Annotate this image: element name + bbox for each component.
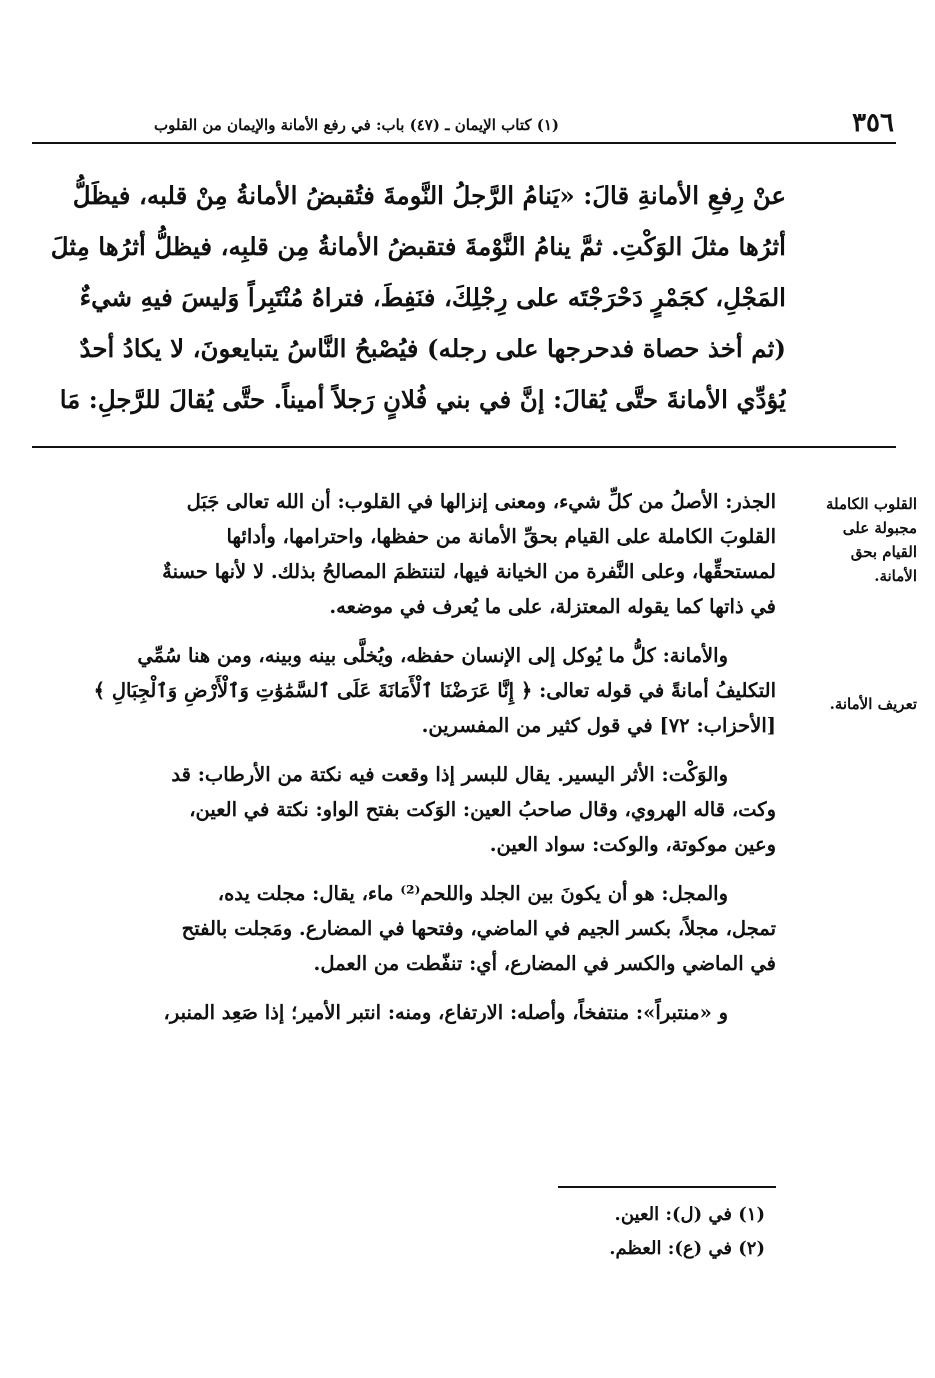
commentary-line: في الماضي والكسر في المضارع، أي: تنفّطت من العمل. [313,952,776,975]
commentary-paragraph-wakt [20,757,776,862]
commentary-paragraph-trust [20,638,776,743]
footnote: (١) في (ل): العين. [614,1204,765,1225]
page-header [34,104,894,144]
commentary-line: التكليفُ أمانةً في قوله تعالى: ﴿ إِنَّا عَرَضْنَا ٱلْأَمَانَةَ عَلَى ٱلسَّمَٰوَٰتِ وَٱلْأَرْضِ وَٱلْجِبَالِ ﴾ [93,679,776,702]
hadith-line: المَجْلِ، كجَمْرٍ دَحْرَجْتَه على رِجْلِكَ، فنَفِطَ، فتراهُ مُنْتَبِراً وَليسَ فيهِ شيءٌ [79,283,786,312]
margin-note-line: القيام بحق [850,543,917,561]
header-rule [32,142,896,144]
commentary-line: وعين موكوتة، والوكت: سواد العين. [489,833,776,856]
hadith-line: أثرُها مثلَ الوَكْتِ. ثمَّ ينامُ النَّوْمةَ فتقبضُ الأمانةُ مِن قلبِه، فيظلُّ أثرُها مِثلَ [50,232,786,261]
margin-note-line: الأمانة. [874,567,917,585]
hadith-line: يُؤدِّي الأمانةَ حتَّى يُقالَ: إنَّ في بني فُلانٍ رَجلاً أميناً. حتَّى يُقالَ للرَّجلِ: مَا [59,385,786,414]
hadith-line: عنْ رِفعِ الأمانةِ قالَ: «يَنامُ الرَّجلُ النَّومةَ فتُقبضُ الأمانةُ مِنْ قلبه، فيظَلُّ [72,181,786,210]
hadith-text [34,170,786,425]
footnote-rule [558,1186,776,1188]
running-head: (١) كتاب الإيمان ـ (٤٧) باب: في رفع الأمانة والإيمان من القلوب [154,116,559,134]
hadith-line: (ثم أخذ حصاة فدحرجها على رجله) فيُصْبحُ النَّاسُ يتبايعونَ، لا يكادُ أحدٌ [79,334,786,363]
commentary-paragraph-majl [20,876,776,981]
commentary-line: في ذاتها كما يقوله المعتزلة، على ما يُعرف في موضعه. [329,595,776,618]
commentary-line: و «منتبراً»: منتفخاً، وأصله: الارتفاع، ومنه: انتبر الأمير؛ إذا صَعِد المنبر، [163,1001,728,1024]
commentary [20,484,776,1044]
commentary-line: والوَكْت: الأثر اليسير. يقال للبسر إذا وقعت فيه نكتة من الأرطاب: قد [171,763,728,786]
commentary-paragraph-root [20,484,776,624]
footnote: (٢) في (ع): العظم. [609,1238,765,1259]
commentary-line: تمجل، مجلاً، بكسر الجيم في الماضي، وفتحها في المضارع. ومَجلت بالفتح [181,917,776,940]
commentary-line: والمجل: هو أن يكونَ بين الجلد واللحم⁽²⁾ ماء، يقال: مجلت يده، [217,882,728,905]
margin-note-trust [807,692,917,716]
section-divider [32,446,896,448]
page-number: ٣٥٦ [852,108,894,138]
margin-note-line: تعريف الأمانة. [829,695,917,713]
commentary-line: القلوبَ الكاملة على القيام بحقِّ الأمانة من حفظها، واحترامها، وأدائها [226,525,776,548]
commentary-paragraph-muntabir [20,995,776,1030]
margin-note-line: مجبولة على [842,519,917,537]
commentary-line: والأمانة: كلُّ ما يُوكل إلى الإنسان حفظه، ويُخلَّى بينه وبينه، ومن هنا سُمِّي [137,644,728,667]
margin-note-hearts [807,492,917,588]
commentary-line: [الأحزاب: ٧٢] في قول كثير من المفسرين. [421,714,776,737]
commentary-line: الجذر: الأصلُ من كلِّ شيء، ومعنى إنزالها في القلوب: أن الله تعالى جَبَل [186,490,776,513]
commentary-line: لمستحقِّها، وعلى النَّفرة من الخيانة فيها، لتنتظمَ المصالحُ بذلك. لا لأنها حسنةٌ [162,560,776,583]
commentary-line: وكت، قاله الهروي، وقال صاحبُ العين: الوَكت بفتح الواو: نكتة في العين، [189,798,776,821]
footnotes [365,1198,765,1266]
margin-note-line: القلوب الكاملة [825,495,917,513]
